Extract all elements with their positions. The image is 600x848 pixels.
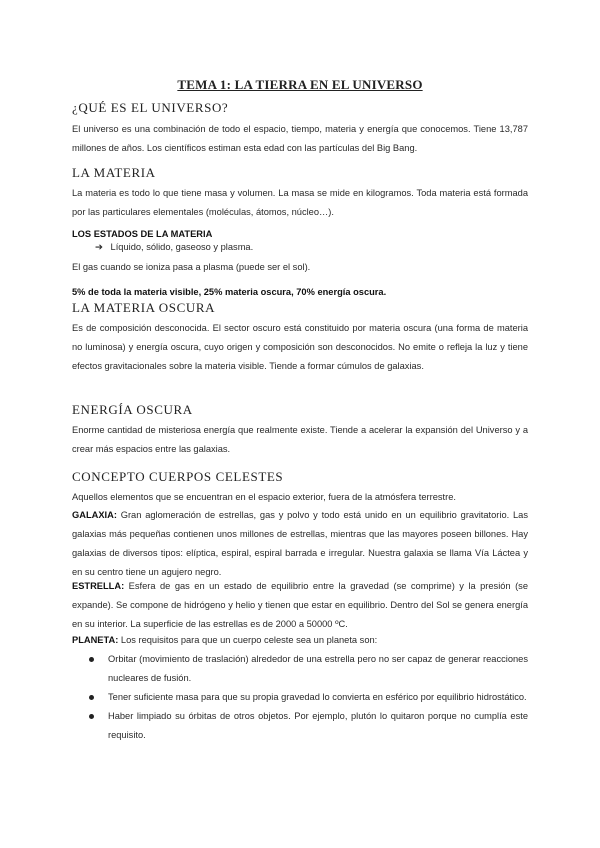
list-item: Tener suficiente masa para que su propia gravedad lo convierta en esférico por equilibrio hidrostático.	[72, 688, 528, 707]
label-estrella: ESTRELLA:	[72, 581, 125, 591]
heading-universo: ¿QUÉ ES EL UNIVERSO?	[72, 100, 229, 115]
paragraph-materia: La materia es todo lo que tiene masa y volumen. La masa se mide en kilogramos. Toda materia está formada por las particulares elementales (moléculas, átomos, núcleo…).	[72, 188, 528, 217]
paragraph-percentages: 5% de toda la materia visible, 25% materia oscura, 70% energía oscura.	[72, 287, 387, 297]
paragraph-universo: El universo es una combinación de todo el espacio, tiempo, materia y energía que conocemos. Tiene 13,787 millones de años. Los científicos estiman esta edad con las partículas del Big Bang.	[72, 124, 528, 153]
paragraph-materia-oscura: Es de composición desconocida. El sector oscuro está constituido por materia oscura (una forma de materia no luminosa) y energía oscura, cuyo origen y composición son desconocidos. No emite o refleja la luz y tiene efectos gravitacionales sobre la materia visible. Tiende a formar cúmulos de galaxias.	[72, 323, 528, 371]
label-galaxia: GALAXIA:	[72, 510, 117, 520]
list-item: Orbitar (movimiento de traslación) alrededor de una estrella pero no ser capaz de generar reacciones nucleares de fusión.	[72, 650, 528, 688]
planeta-requirements-list	[72, 650, 528, 745]
bullet-icon	[89, 714, 94, 719]
heading-cuerpos-celestes: CONCEPTO CUERPOS CELESTES	[72, 469, 284, 484]
text-galaxia: Gran aglomeración de estrellas, gas y polvo y todo está unido en un equilibrio gravitatorio. Las galaxias más pequeñas contienen unos millones de estrellas, mientras que las mayores poseen billones. Hay galaxias de diversos tipos: elíptica, espiral, espiral barrada e irregular. Nuestra galaxia se llama Vía Láctea y en su centro tiene un agujero negro.	[72, 510, 528, 577]
heading-materia: LA MATERIA	[72, 165, 156, 180]
paragraph-estrella	[72, 577, 528, 634]
arrow-icon: ➔	[95, 242, 103, 252]
paragraph-energia-oscura: Enorme cantidad de misteriosa energía que realmente existe. Tiende a acelerar la expansión del Universo y a crear más espacios entre las galaxias.	[72, 425, 528, 454]
paragraph-cuerpos-intro: Aquellos elementos que se encuentran en el espacio exterior, fuera de la atmósfera terrestre.	[72, 492, 456, 502]
heading-estados-materia: LOS ESTADOS DE LA MATERIA	[72, 229, 213, 239]
paragraph-gas-note: El gas cuando se ioniza pasa a plasma (puede ser el sol).	[72, 262, 311, 272]
text-planeta: Los requisitos para que un cuerpo celeste sea un planeta son:	[118, 635, 378, 645]
bullet-icon	[89, 695, 94, 700]
paragraph-planeta	[72, 631, 528, 650]
list-item: Haber limpiado su órbitas de otros objetos. Por ejemplo, plutón lo quitaron porque no cumplía este requisito.	[72, 707, 528, 745]
estados-text: Líquido, sólido, gaseoso y plasma.	[110, 242, 254, 252]
heading-energia-oscura: ENERGÍA OSCURA	[72, 402, 193, 417]
label-planeta: PLANETA:	[72, 635, 119, 645]
heading-materia-oscura: LA MATERIA OSCURA	[72, 300, 216, 315]
document-title: TEMA 1: LA TIERRA EN EL UNIVERSO	[177, 77, 423, 92]
list-item-estados	[95, 242, 253, 253]
text-estrella: Esfera de gas en un estado de equilibrio entre la gravedad (se comprime) y la presión (se expande). Se compone de hidrógeno y helio y tienen que estar en equilibrio. Dentro del Sol se genera energía en su interior. La superficie de las estrellas es de 2000 a 50000 ºC.	[72, 581, 528, 629]
bullet-icon	[89, 657, 94, 662]
paragraph-galaxia	[72, 506, 528, 582]
